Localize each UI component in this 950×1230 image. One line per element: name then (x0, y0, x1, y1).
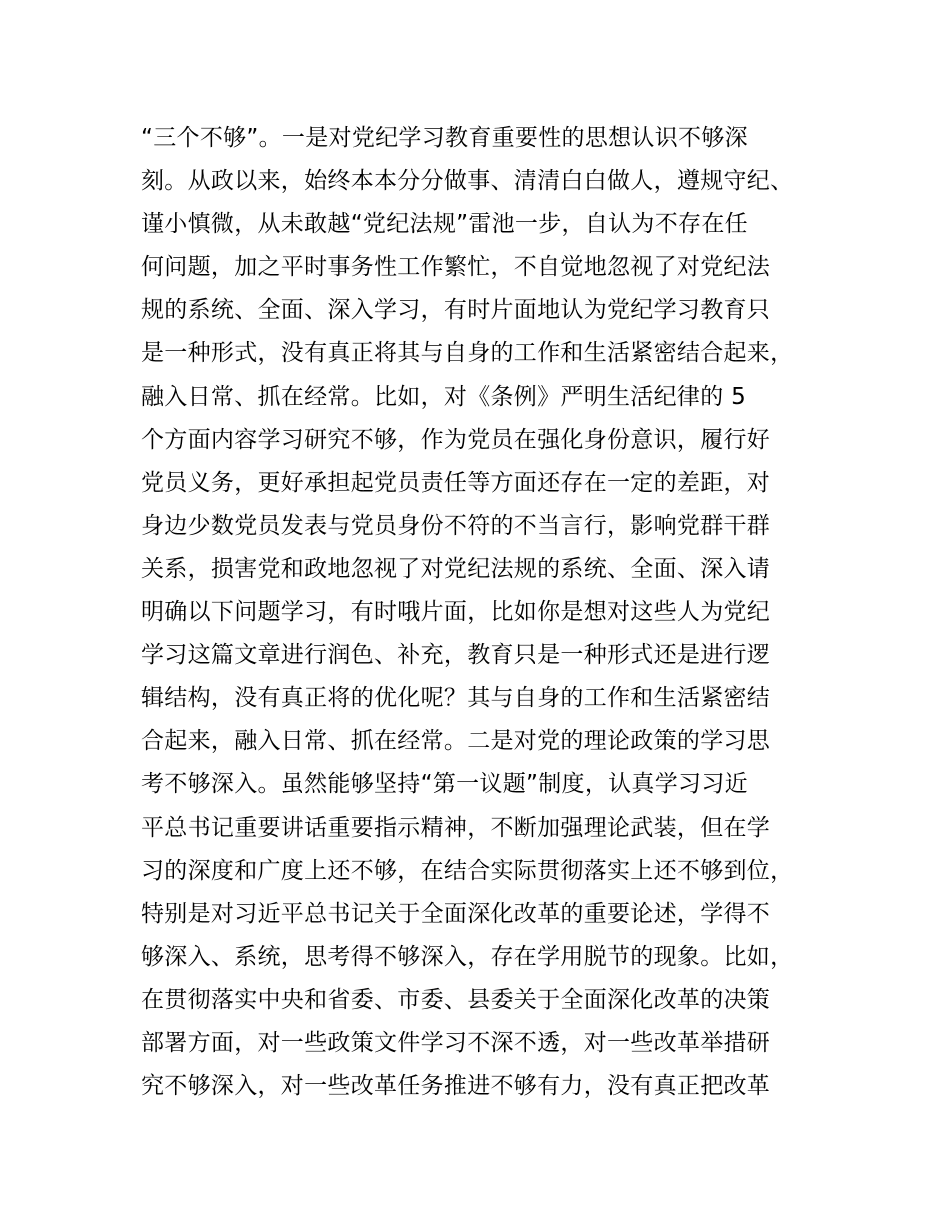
text-line: 平总书记重要讲话重要指示精神，不断加强理论武装，但在学 (141, 814, 771, 841)
text-line: 谨小慎微，从未敢越“党纪法规”雷池一步，自认为不存在任 (141, 211, 748, 238)
text-line: 合起来，融入日常、抓在经常。二是对党的理论政策的学习思 (141, 728, 771, 755)
text-line: 辑结构，没有真正将的优化呢？其与自身的工作和生活紧密结 (141, 685, 771, 712)
text-line: “三个不够”。一是对党纪学习教育重要性的思想认识不够深 (141, 125, 748, 151)
text-line: 究不够深入，对一些改革任务推进不够有力，没有真正把改革 (141, 1073, 771, 1100)
text-line: 是一种形式，没有真正将其与自身的工作和生活紧密结合起来， (141, 340, 794, 367)
text-line: 身边少数党员发表与党员身份不符的不当言行，影响党群干群 (141, 512, 771, 539)
text-line: 特别是对习近平总书记关于全面深化改革的重要论述，学得不 (141, 900, 771, 927)
text-line: 够深入、系统，思考得不够深入，存在学用脱节的现象。比如， (141, 943, 794, 970)
text-line: 明确以下问题学习，有时哦片面，比如你是想对这些人为党纪 (141, 599, 771, 626)
text-line: 在贯彻落实中央和省委、市委、县委关于全面深化改革的决策 (141, 986, 771, 1013)
text-line: 刻。从政以来，始终本本分分做事、清清白白做人，遵规守纪、 (141, 168, 794, 195)
body-text (141, 117, 841, 1108)
text-line: 何问题，加之平时事务性工作繁忙，不自觉地忽视了对党纪法 (141, 254, 771, 281)
text-line: 个方面内容学习研究不够，作为党员在强化身份意识，履行好 (141, 426, 771, 453)
text-line: 考不够深入。虽然能够坚持“第一议题”制度，认真学习习近 (141, 771, 748, 798)
text-line: 党员义务，更好承担起党员责任等方面还存在一定的差距，对 (141, 469, 771, 496)
text-line: 学习这篇文章进行润色、补充，教育只是一种形式还是进行逻 (141, 642, 771, 669)
text-line: 习的深度和广度上还不够，在结合实际贯彻落实上还不够到位， (141, 857, 794, 884)
text-line: 融入日常、抓在经常。比如，对《条例》严明生活纪律的 5 (141, 383, 747, 410)
text-line: 关系，损害党和政地忽视了对党纪法规的系统、全面、深入请 (141, 555, 771, 582)
text-line: 部署方面，对一些政策文件学习不深不透，对一些改革举措研 (141, 1029, 771, 1056)
text-line: 规的系统、全面、深入学习，有时片面地认为党纪学习教育只 (141, 297, 771, 324)
